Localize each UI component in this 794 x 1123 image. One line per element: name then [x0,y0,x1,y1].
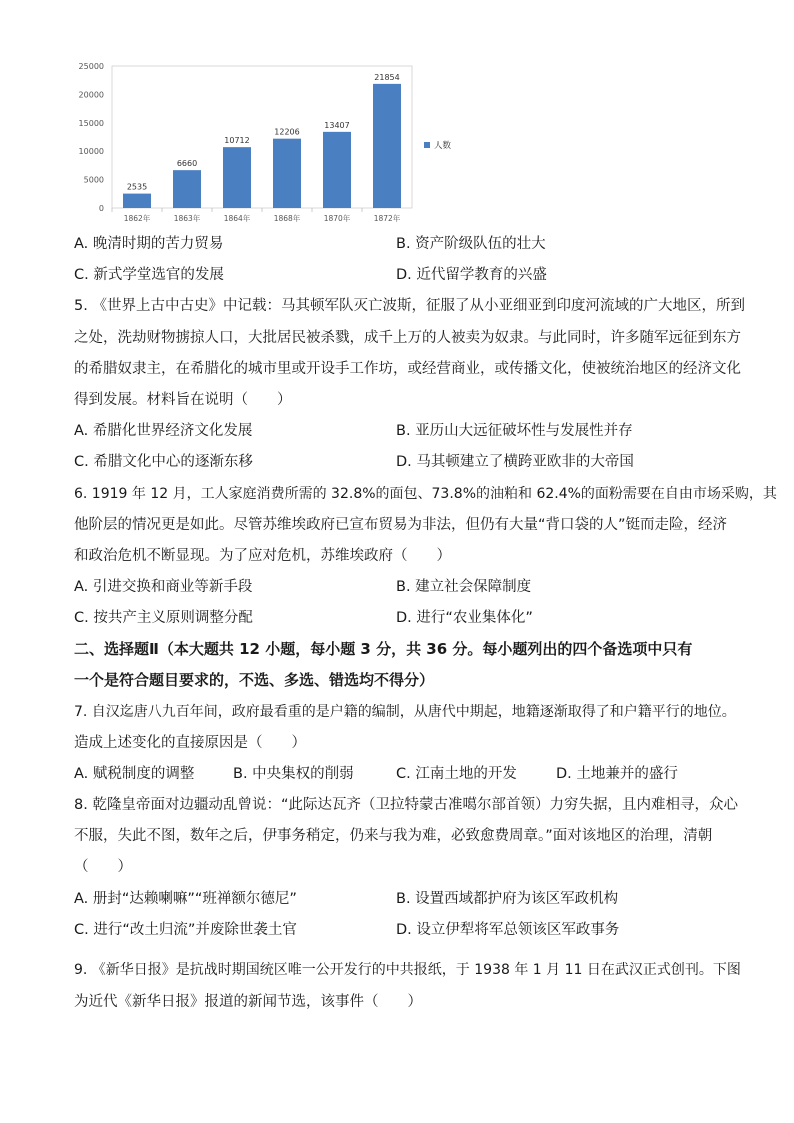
q7-option-d[interactable]: D. 土地兼并的盛行 [556,766,678,782]
q6-option-c[interactable]: C. 按共产主义原则调整分配 [74,610,253,626]
q4-option-d[interactable]: D. 近代留学教育的兴盛 [396,267,547,283]
q6-stem-line-2: 他阶层的情况更是如此。尽管苏维埃政府已宣布贸易为非法，但仍有大量“背口袋的人”铤而走险，经济 [74,517,728,533]
q9-stem-line-2: 为近代《新华日报》报道的新闻节选，该事件（ ） [74,994,422,1010]
x-tick-label: 1862年 [123,214,151,223]
y-tick-label: 5000 [83,175,104,185]
bar [273,139,301,208]
q8-stem-line-1: 8. 乾隆皇帝面对边疆动乱曾说：“此际达瓦齐（卫拉特蒙古准噶尔部首领）力穷失据，且内难相寻，众心 [74,797,738,813]
section-2-heading-line-1: 二、选择题Ⅱ（本大题共 12 小题，每小题 3 分，共 36 分。每小题列出的四个备选项中只有 [74,640,693,658]
q6-stem-line-3: 和政治危机不断显现。为了应对危机，苏维埃政府（ ） [74,548,451,564]
q5-option-d[interactable]: D. 马其顿建立了横跨亚欧非的大帝国 [396,454,634,470]
q7-stem-line-2: 造成上述变化的直接原因是（ ） [74,735,306,751]
bar [223,147,251,208]
q5-stem-line-1: 5. 《世界上古中古史》中记载：马其顿军队灭亡波斯，征服了从小亚细亚到印度河流域的广大地区，所到 [74,298,745,314]
x-tick-label: 1863年 [173,214,201,223]
y-tick-label: 15000 [78,118,104,128]
q7-option-c[interactable]: C. 江南土地的开发 [396,766,517,782]
q8-option-a[interactable]: A. 册封“达赖喇嘛”“班禅额尔德尼” [74,891,297,907]
x-axis [112,208,401,223]
bar-value-label: 10712 [224,136,250,146]
legend-label: 人数 [434,141,452,151]
bar [323,132,351,208]
q6-option-a[interactable]: A. 引进交换和商业等新手段 [74,579,253,595]
legend-swatch [424,142,430,148]
legend [424,140,452,151]
q5-option-a[interactable]: A. 希腊化世界经济文化发展 [74,423,253,439]
q8-option-d[interactable]: D. 设立伊犁将军总领该区军政事务 [396,922,620,938]
q5-option-b[interactable]: B. 亚历山大远征破坏性与发展性并存 [396,423,633,439]
y-tick-label: 0 [98,204,104,213]
q5-stem-line-2: 之处，洗劫财物掳掠人口，大批居民被杀戮，成千上万的人被卖为奴隶。与此同时，许多随军远征到东方 [74,330,741,346]
x-tick-label: 1864年 [223,214,251,223]
q8-option-c[interactable]: C. 进行“改土归流”并废除世袭土官 [74,922,297,938]
bar [373,84,401,208]
q8-stem-line-2: 不服，失此不图，数年之后，伊事务稍定，仍来与我为难，必致愈费周章。”面对该地区的治理，清朝 [74,828,713,844]
q4-option-b[interactable]: B. 资产阶级队伍的壮大 [396,236,546,252]
section-2-heading-line-2: 一个是符合题目要求的，不选、多选、错选均不得分） [74,671,435,689]
q5-stem-line-3: 的希腊奴隶主，在希腊化的城市里或开设手工作坊，或经营商业，或传播文化，使被统治地区的经济文化 [74,361,741,377]
bars [123,73,401,208]
q4-option-c[interactable]: C. 新式学堂选官的发展 [74,267,224,283]
plot-frame [112,66,412,208]
q7-stem-line-1: 7. 自汉迄唐八九百年间，政府最看重的是户籍的编制，从唐代中期起，地籍逐渐取得了和户籍平行的地位。 [74,704,736,720]
bar [173,170,201,208]
bar-value-label: 13407 [324,120,350,130]
q8-stem-line-3: （ ） [74,859,132,875]
bar-value-label: 21854 [374,72,400,82]
q6-option-d[interactable]: D. 进行“农业集体化” [396,610,533,626]
q8-option-b[interactable]: B. 设置西域都护府为该区军政机构 [396,891,619,907]
bar-value-label: 6660 [176,159,198,169]
y-tick-label: 10000 [78,147,104,157]
q7-option-a[interactable]: A. 赋税制度的调整 [74,766,195,782]
x-tick-label: 1868年 [273,214,301,223]
q4-option-a[interactable]: A. 晚清时期的苦力贸易 [74,236,224,252]
x-tick-label: 1872年 [373,214,401,223]
y-tick-label: 20000 [78,90,104,100]
bar-value-label: 2535 [126,182,148,192]
q6-stem-line-1: 6. 1919 年 12 月，工人家庭消费所需的 32.8%的面包、73.8%的油粕和 62.4%的面粉需要在自由市场采购，其 [74,486,777,502]
x-tick-label: 1870年 [323,214,351,223]
q6-option-b[interactable]: B. 建立社会保障制度 [396,579,532,595]
q5-option-c[interactable]: C. 希腊文化中心的逐渐东移 [74,454,253,470]
q9-stem-line-1: 9. 《新华日报》是抗战时期国统区唯一公开发行的中共报纸，于 1938 年 1 月 11 日在武汉正式创刊。下图 [74,962,741,978]
bar [123,194,151,208]
y-tick-label: 25000 [78,62,104,71]
q5-stem-line-4: 得到发展。材料旨在说明（ ） [74,392,292,408]
bar-chart [68,56,488,232]
q7-option-b[interactable]: B. 中央集权的削弱 [233,766,354,782]
bar-value-label: 12206 [274,127,300,137]
